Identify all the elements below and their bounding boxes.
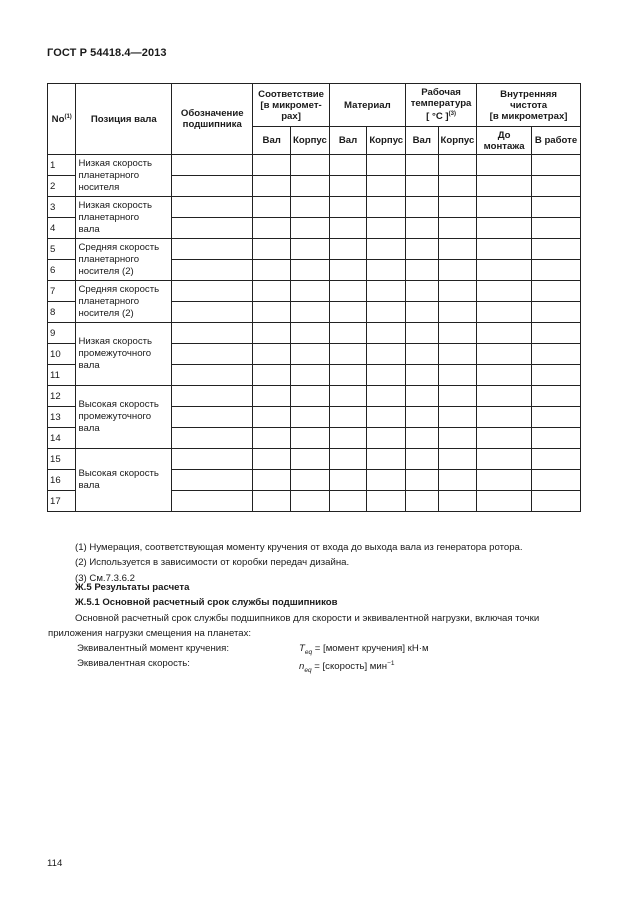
empty-cell [438,260,477,281]
empty-cell [253,197,291,218]
shaft-position-line: вала [78,223,100,235]
empty-cell [438,302,477,323]
empty-cell [329,365,367,386]
empty-cell [405,155,438,176]
empty-cell [172,155,253,176]
empty-cell [329,281,367,302]
empty-cell [477,428,532,449]
empty-cell [253,407,291,428]
empty-cell [532,155,581,176]
empty-cell [477,323,532,344]
empty-cell [172,386,253,407]
empty-cell [172,239,253,260]
empty-cell [405,218,438,239]
empty-cell [532,470,581,491]
empty-cell [172,407,253,428]
table-row [48,281,581,302]
empty-cell [477,281,532,302]
table-row [48,155,581,176]
row-number: 10 [48,344,76,365]
empty-cell [532,323,581,344]
equation-speed-value: $n_{eq}$ = [скорость] мин$^{-1}$ [299,660,395,675]
empty-cell [291,365,330,386]
empty-cell [438,407,477,428]
row-number: 8 [48,302,76,323]
row-number: 14 [48,428,76,449]
empty-cell [367,491,406,512]
empty-cell [477,365,532,386]
empty-cell [405,491,438,512]
col-header-fit: Соответствие [в микромет- рах] [253,84,329,127]
row-number: 6 [48,260,76,281]
empty-cell [405,239,438,260]
empty-cell [405,470,438,491]
empty-cell [438,281,477,302]
page-number: 114 [47,858,63,869]
empty-cell [291,323,330,344]
empty-cell [438,155,477,176]
empty-cell [367,323,406,344]
shaft-position-line: Средняя скорость [78,241,160,253]
empty-cell [532,176,581,197]
subheader-fit-shaft: Вал [253,127,291,155]
empty-cell [532,428,581,449]
paragraph-line-1: Основной расчетный срок службы подшипников для скорости и эквивалентной нагрузки, включая точки [75,612,540,624]
row-number: 5 [48,239,76,260]
empty-cell [253,218,291,239]
empty-cell [329,302,367,323]
empty-cell [329,239,367,260]
empty-cell [405,323,438,344]
table-row [48,449,581,470]
empty-cell [329,197,367,218]
table-row [48,323,581,344]
shaft-position-line: носителя [78,181,120,193]
subheader-material-housing: Корпус [367,127,406,155]
row-number: 17 [48,491,76,512]
empty-cell [477,302,532,323]
col-header-clearance: Внутренняя чистота [в микрометрах] [477,84,581,127]
empty-cell [172,281,253,302]
row-number: 16 [48,470,76,491]
shaft-position-line: планетарного [78,253,140,265]
subheader-material-shaft: Вал [329,127,367,155]
table-row [48,197,581,218]
empty-cell [291,344,330,365]
row-number: 15 [48,449,76,470]
empty-cell [367,281,406,302]
empty-cell [291,155,330,176]
empty-cell [405,344,438,365]
empty-cell [532,260,581,281]
empty-cell [172,428,253,449]
empty-cell [405,281,438,302]
empty-cell [532,449,581,470]
empty-cell [532,302,581,323]
empty-cell [477,491,532,512]
shaft-position-line: планетарного [78,211,140,223]
empty-cell [532,197,581,218]
empty-cell [532,365,581,386]
equation-torque [77,641,585,656]
empty-cell [367,302,406,323]
empty-cell [367,470,406,491]
row-number: 4 [48,218,76,239]
empty-cell [329,344,367,365]
row-number: 13 [48,407,76,428]
empty-cell [405,449,438,470]
subheader-in-operation: В работе [532,127,581,155]
shaft-position-line: Низкая скорость [78,336,153,347]
empty-cell [405,365,438,386]
empty-cell [477,449,532,470]
empty-cell [405,302,438,323]
row-number: 2 [48,176,76,197]
empty-cell [172,344,253,365]
shaft-position-cell [76,155,172,197]
empty-cell [253,344,291,365]
empty-cell [253,470,291,491]
empty-cell [329,428,367,449]
empty-cell [172,323,253,344]
equation-torque-label: Эквивалентный момент кручения: [77,643,230,655]
empty-cell [291,218,330,239]
empty-cell [291,449,330,470]
empty-cell [172,302,253,323]
subheader-temp-housing: Корпус [438,127,477,155]
col-header-no: No$^{(1)}$ [48,84,76,155]
col-header-designation: Обозначение подшипника [172,84,253,155]
empty-cell [477,344,532,365]
empty-cell [253,491,291,512]
empty-cell [405,407,438,428]
empty-cell [253,365,291,386]
empty-cell [253,281,291,302]
paragraph-line-2: приложения нагрузки смещения на планетах: [48,627,252,639]
shaft-position-cell [76,239,172,281]
empty-cell [329,155,367,176]
results-section [48,580,585,675]
empty-cell [438,239,477,260]
empty-cell [532,239,581,260]
bearing-data-table [47,83,581,512]
empty-cell [291,407,330,428]
empty-cell [329,470,367,491]
table-row [48,239,581,260]
empty-cell [367,155,406,176]
empty-cell [532,344,581,365]
empty-cell [405,197,438,218]
empty-cell [329,386,367,407]
footnote-3: (3) См.7.3.6.2 [75,572,135,584]
shaft-position-cell [76,323,172,386]
empty-cell [253,323,291,344]
empty-cell [291,491,330,512]
empty-cell [477,155,532,176]
empty-cell [291,302,330,323]
empty-cell [438,344,477,365]
shaft-position-line: носителя (2) [78,307,134,319]
empty-cell [405,386,438,407]
empty-cell [477,260,532,281]
empty-cell [329,218,367,239]
empty-cell [172,197,253,218]
shaft-position-line: Средняя скорость [78,283,160,295]
empty-cell [329,260,367,281]
footnote-1: (1) Нумерация, соответствующая моменту кручения от входа до выхода вала из генератора ротора. [75,542,523,553]
equation-torque-value: $T_{eq}$ = [момент кручения] кН·м [299,643,429,657]
footnote-2: (2) Используется в зависимости от коробки передач дизайна. [75,557,350,569]
col-header-material: Материал [329,84,405,127]
shaft-position-line: вала [78,360,100,371]
shaft-position-cell [76,281,172,323]
empty-cell [253,239,291,260]
shaft-position-line: вала [78,423,100,434]
shaft-position-cell [76,197,172,239]
empty-cell [291,281,330,302]
empty-cell [172,449,253,470]
empty-cell [438,365,477,386]
empty-cell [532,218,581,239]
shaft-position-line: Низкая скорость [78,157,153,169]
empty-cell [367,344,406,365]
empty-cell [367,218,406,239]
empty-cell [329,407,367,428]
subsection-heading: Ж.5.1 Основной расчетный срок службы подшипников [75,597,338,609]
empty-cell [438,218,477,239]
empty-cell [405,428,438,449]
section-heading: Ж.5 Результаты расчета [75,582,190,593]
empty-cell [291,176,330,197]
empty-cell [329,323,367,344]
empty-cell [291,470,330,491]
empty-cell [367,197,406,218]
subheader-before-mount: До монтажа [477,127,532,155]
table-row [48,386,581,407]
empty-cell [477,470,532,491]
shaft-position-line: планетарного [78,295,140,307]
empty-cell [532,491,581,512]
empty-cell [367,176,406,197]
empty-cell [172,491,253,512]
shaft-position-line: Высокая скорость [78,468,159,479]
shaft-position-line: вала [78,480,100,491]
col-header-position: Позиция вала [76,84,172,155]
empty-cell [253,428,291,449]
empty-cell [438,197,477,218]
equation-speed [77,656,585,675]
empty-cell [329,491,367,512]
empty-cell [438,323,477,344]
shaft-position-line: Высокая скорость [78,399,159,410]
row-number: 1 [48,155,76,176]
shaft-position-line: планетарного [78,169,140,181]
empty-cell [253,302,291,323]
row-number: 7 [48,281,76,302]
empty-cell [367,386,406,407]
empty-cell [253,449,291,470]
empty-cell [172,365,253,386]
row-number: 11 [48,365,76,386]
empty-cell [253,176,291,197]
empty-cell [532,281,581,302]
shaft-position-cell [76,386,172,449]
document-header: ГОСТ Р 54418.4—2013 [47,47,167,59]
empty-cell [172,260,253,281]
empty-cell [253,260,291,281]
empty-cell [438,176,477,197]
empty-cell [532,407,581,428]
empty-cell [477,218,532,239]
row-number: 9 [48,323,76,344]
empty-cell [367,407,406,428]
empty-cell [329,176,367,197]
equation-speed-label: Эквивалентная скорость: [77,658,190,670]
empty-cell [405,176,438,197]
shaft-position-cell [76,449,172,512]
empty-cell [172,176,253,197]
shaft-position-line: Низкая скорость [78,199,153,211]
empty-cell [253,155,291,176]
empty-cell [438,428,477,449]
subheader-fit-housing: Корпус [291,127,330,155]
shaft-position-line: промежуточного [78,411,152,422]
empty-cell [291,386,330,407]
empty-cell [367,449,406,470]
row-number: 3 [48,197,76,218]
empty-cell [438,386,477,407]
empty-cell [367,428,406,449]
empty-cell [438,491,477,512]
empty-cell [367,239,406,260]
shaft-position-line: промежуточного [78,348,152,359]
empty-cell [291,428,330,449]
empty-cell [291,239,330,260]
shaft-position-line: носителя (2) [78,265,134,277]
table-footnotes [75,540,585,586]
empty-cell [477,197,532,218]
empty-cell [367,365,406,386]
empty-cell [532,386,581,407]
subheader-temp-shaft: Вал [405,127,438,155]
col-header-temperature: Рабочая температура [ °C ]$^{(3)}$ [405,84,476,127]
empty-cell [253,386,291,407]
empty-cell [172,470,253,491]
empty-cell [291,260,330,281]
empty-cell [405,260,438,281]
empty-cell [438,449,477,470]
empty-cell [329,449,367,470]
empty-cell [291,197,330,218]
empty-cell [477,386,532,407]
row-number: 12 [48,386,76,407]
empty-cell [438,470,477,491]
empty-cell [477,176,532,197]
empty-cell [172,218,253,239]
empty-cell [477,239,532,260]
empty-cell [477,407,532,428]
empty-cell [367,260,406,281]
